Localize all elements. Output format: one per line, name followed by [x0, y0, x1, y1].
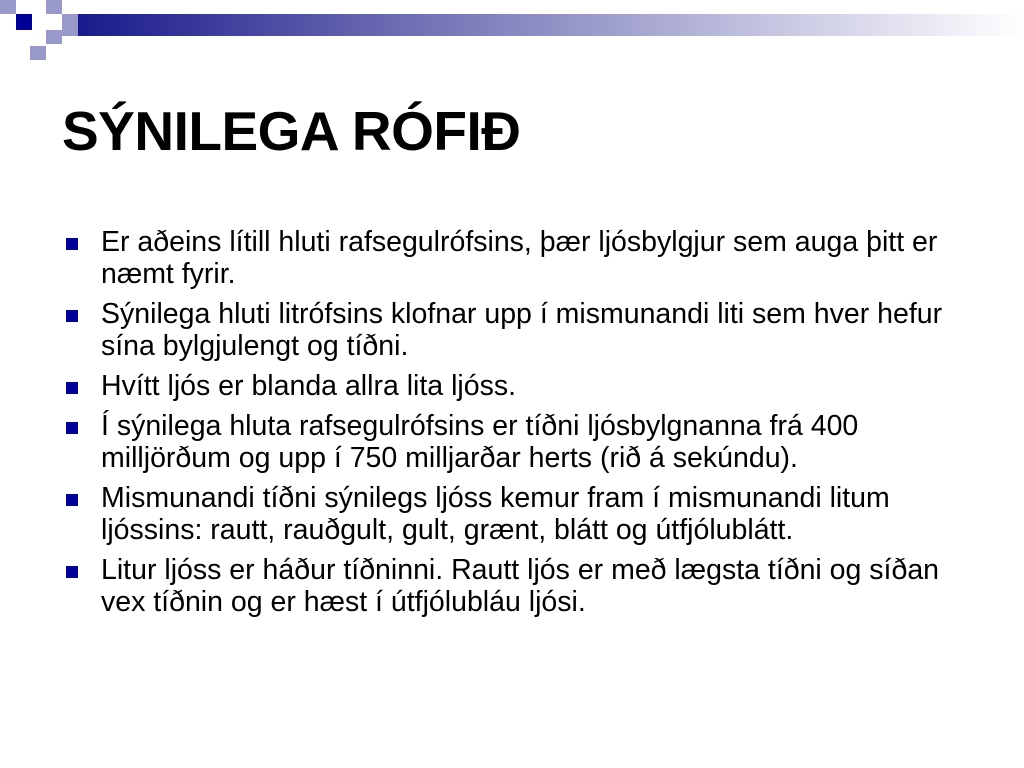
slide-title: SÝNILEGA RÓFIÐ	[62, 100, 521, 162]
bullet-text: Hvítt ljós er blanda allra lita ljóss.	[101, 370, 517, 402]
square-bullet-icon	[66, 382, 78, 394]
bullet-text: Litur ljóss er háður tíðninni. Rautt ljós er með lægsta tíðni og síðan vex tíðnin og er hæst í útfjólubláu ljósi.	[101, 554, 940, 618]
square-bullet-icon	[66, 566, 78, 578]
decor-square	[46, 30, 62, 44]
decor-square	[0, 0, 16, 14]
decor-square	[46, 0, 62, 14]
square-bullet-icon	[66, 310, 78, 322]
decor-square	[16, 14, 32, 30]
square-bullet-icon	[66, 238, 78, 250]
bullet-text: Sýnilega hluti litrófsins klofnar upp í mismunandi liti sem hver hefur sína bylgjulengt og tíðni.	[101, 298, 943, 362]
gradient-band	[78, 14, 1024, 36]
bullet-item	[62, 298, 962, 362]
bullet-text: Er aðeins lítill hluti rafsegulrófsins, þær ljósbylgjur sem auga þitt er næmt fyrir.	[101, 226, 938, 290]
bullet-item	[62, 370, 962, 402]
bullet-text: Mismunandi tíðni sýnilegs ljóss kemur fram í mismunandi litum ljóssins: rautt, rauðgult, gult, grænt, blátt og útfjólublátt.	[101, 482, 890, 546]
bullet-item	[62, 482, 962, 546]
decor-square	[30, 46, 46, 60]
square-bullet-icon	[66, 422, 78, 434]
decor-square	[62, 14, 78, 36]
bullet-item	[62, 554, 962, 618]
bullet-text: Í sýnilega hluta rafsegulrófsins er tíðni ljósbylgnanna frá 400 milljörðum og upp í 750 milljarðar herts (rið á sekúndu).	[101, 410, 859, 474]
bullet-item	[62, 226, 962, 290]
decorative-header	[0, 0, 1024, 70]
square-bullet-icon	[66, 494, 78, 506]
bullet-list	[62, 226, 962, 626]
bullet-item	[62, 410, 962, 474]
